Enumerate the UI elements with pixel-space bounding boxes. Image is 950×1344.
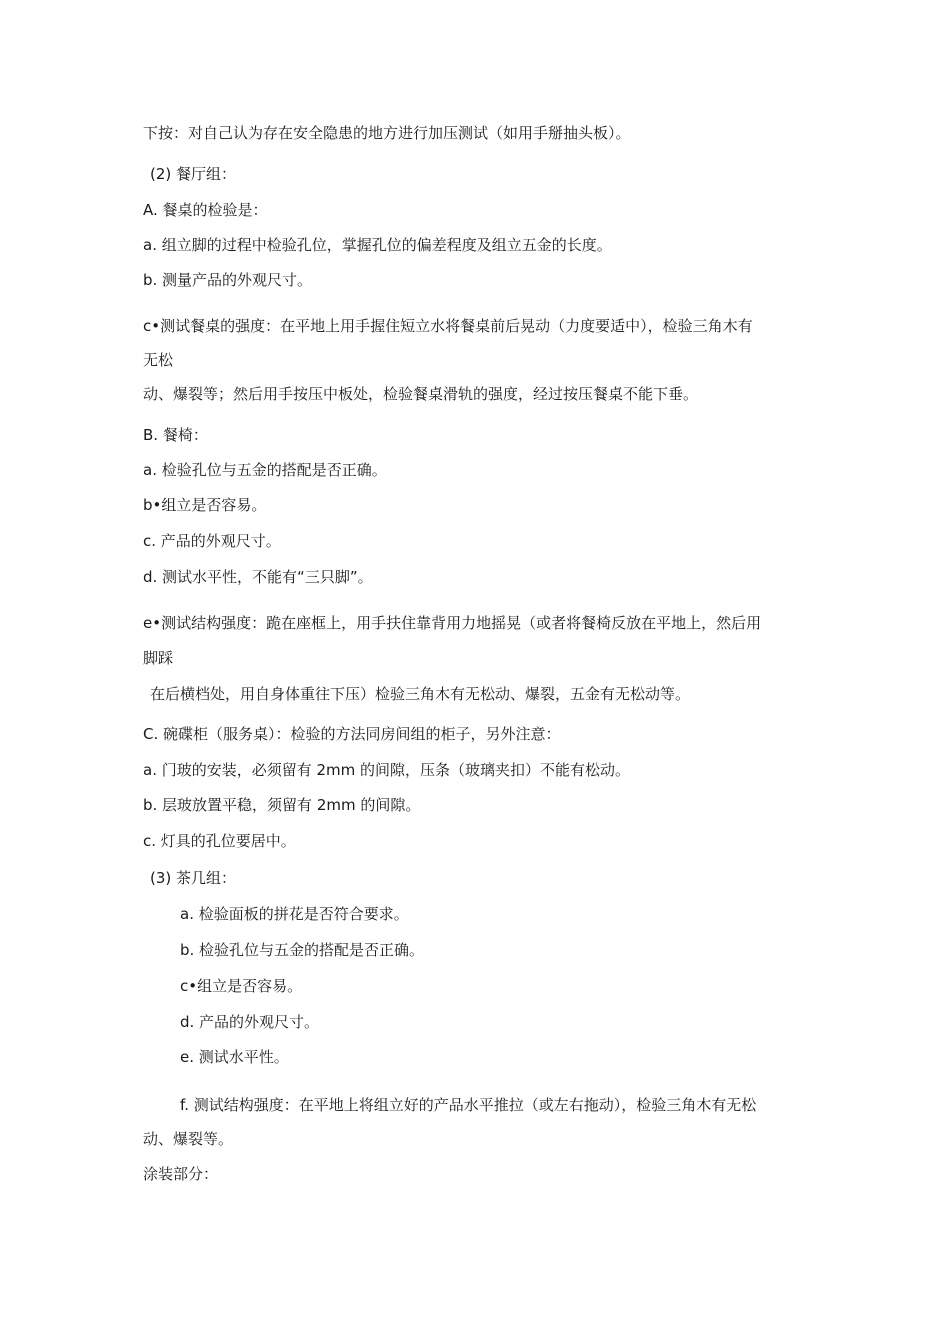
text-line-25: d. 产品的外观尺寸。 <box>180 1013 320 1031</box>
text-line-01: 下按：对自己认为存在安全隐患的地方进行加压测试（如用手掰抽头板）。 <box>143 124 631 142</box>
text-line-27: f. 测试结构强度：在平地上将组立好的产品水平推拉（或左右拖动），检验三角木有无松 <box>180 1096 757 1114</box>
text-line-16: 在后横档处，用自身体重往下压）检验三角木有无松动、爆裂，五金有无松动等。 <box>150 685 691 703</box>
text-line-07: 无松 <box>143 351 174 369</box>
text-line-14: e•测试结构强度：跪在座框上，用手扶住靠背用力地摇晃（或者将餐椅反放在平地上，然后用 <box>143 614 762 632</box>
heading-dining-group: (2) 餐厅组： <box>150 165 237 183</box>
heading-coffee-table-group: (3) 茶几组： <box>150 869 237 887</box>
text-line-18: a. 门玻的安装，必须留有 2mm 的间隙，压条（玻璃夹扣）不能有松动。 <box>143 761 631 779</box>
text-line-26: e. 测试水平性。 <box>180 1048 289 1066</box>
text-line-08: 动、爆裂等；然后用手按压中板处，检验餐桌滑轨的强度，经过按压餐桌不能下垂。 <box>143 385 699 403</box>
heading-dining-chair: B. 餐椅： <box>143 426 208 444</box>
text-line-28: 动、爆裂等。 <box>143 1130 234 1148</box>
text-line-20: c. 灯具的孔位要居中。 <box>143 832 296 850</box>
text-line-22: a. 检验面板的拼花是否符合要求。 <box>180 905 409 923</box>
heading-dining-table: A. 餐桌的检验是： <box>143 201 268 219</box>
heading-coating-section: 涂装部分： <box>143 1165 219 1183</box>
text-line-13: d. 测试水平性，不能有“三只脚”。 <box>143 568 373 586</box>
text-line-19: b. 层玻放置平稳，须留有 2mm 的间隙。 <box>143 796 421 814</box>
text-line-10: a. 检验孔位与五金的搭配是否正确。 <box>143 461 387 479</box>
text-line-05: b. 测量产品的外观尺寸。 <box>143 271 313 289</box>
heading-sideboard: C. 碗碟柜（服务桌）：检验的方法同房间组的柜子，另外注意： <box>143 725 561 743</box>
text-line-06: c•测试餐桌的强度：在平地上用手握住短立水将餐桌前后晃动（力度要适中），检验三角木有 <box>143 317 753 335</box>
text-line-11: b•组立是否容易。 <box>143 496 267 514</box>
text-line-04: a. 组立脚的过程中检验孔位，掌握孔位的偏差程度及组立五金的长度。 <box>143 236 612 254</box>
text-line-24: c•组立是否容易。 <box>180 977 303 995</box>
text-line-12: c. 产品的外观尺寸。 <box>143 532 281 550</box>
text-line-15: 脚踩 <box>143 649 174 667</box>
text-line-23: b. 检验孔位与五金的搭配是否正确。 <box>180 941 425 959</box>
